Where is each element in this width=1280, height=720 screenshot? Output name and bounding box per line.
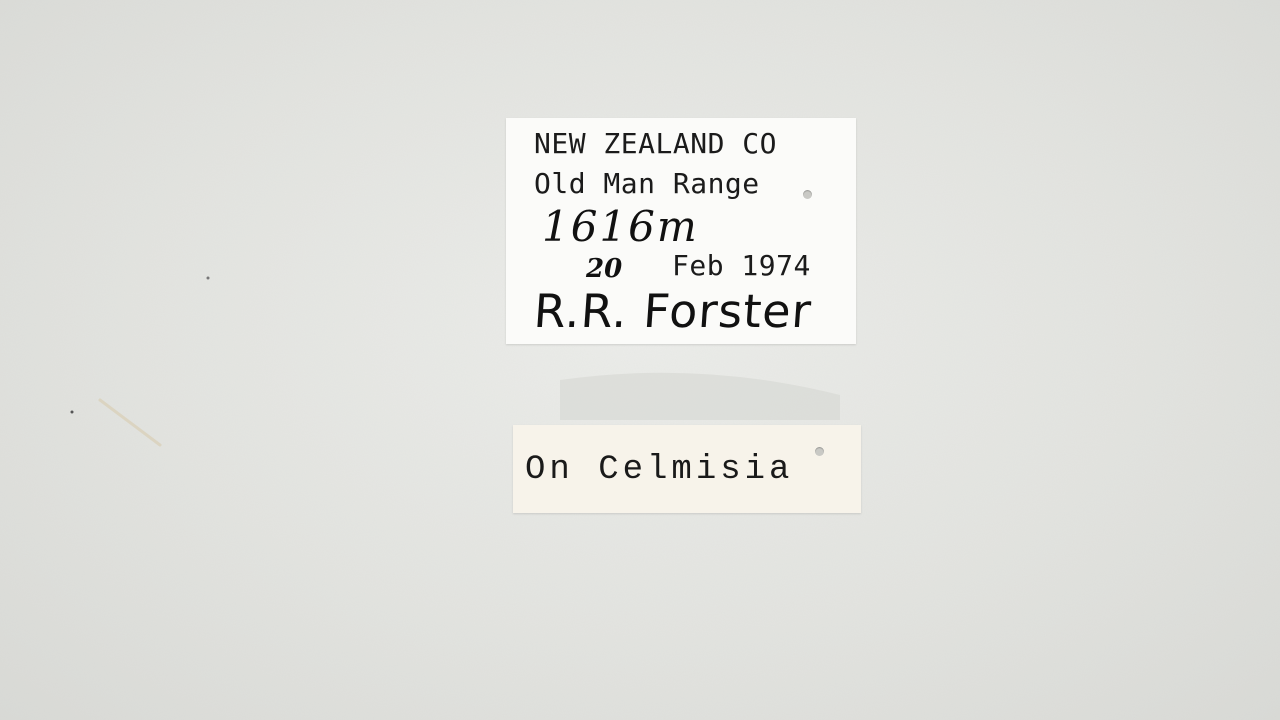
date-text: Feb 1974 [672,249,811,282]
pin-hole-icon [815,447,824,456]
locality-text: Old Man Range [534,167,760,200]
host-label [513,425,861,513]
pin-hole-icon [803,190,812,199]
country-text: NEW ZEALAND CO [534,127,778,160]
foam-speck [207,277,210,280]
collector-handwritten: R.R. Forster [532,284,814,338]
foam-speck [71,411,74,414]
elevation-handwritten: 1616m [542,202,699,251]
host-text: On Celmisia [525,451,794,489]
locality-label [506,118,856,344]
date-day-handwritten: 20 [586,254,623,284]
